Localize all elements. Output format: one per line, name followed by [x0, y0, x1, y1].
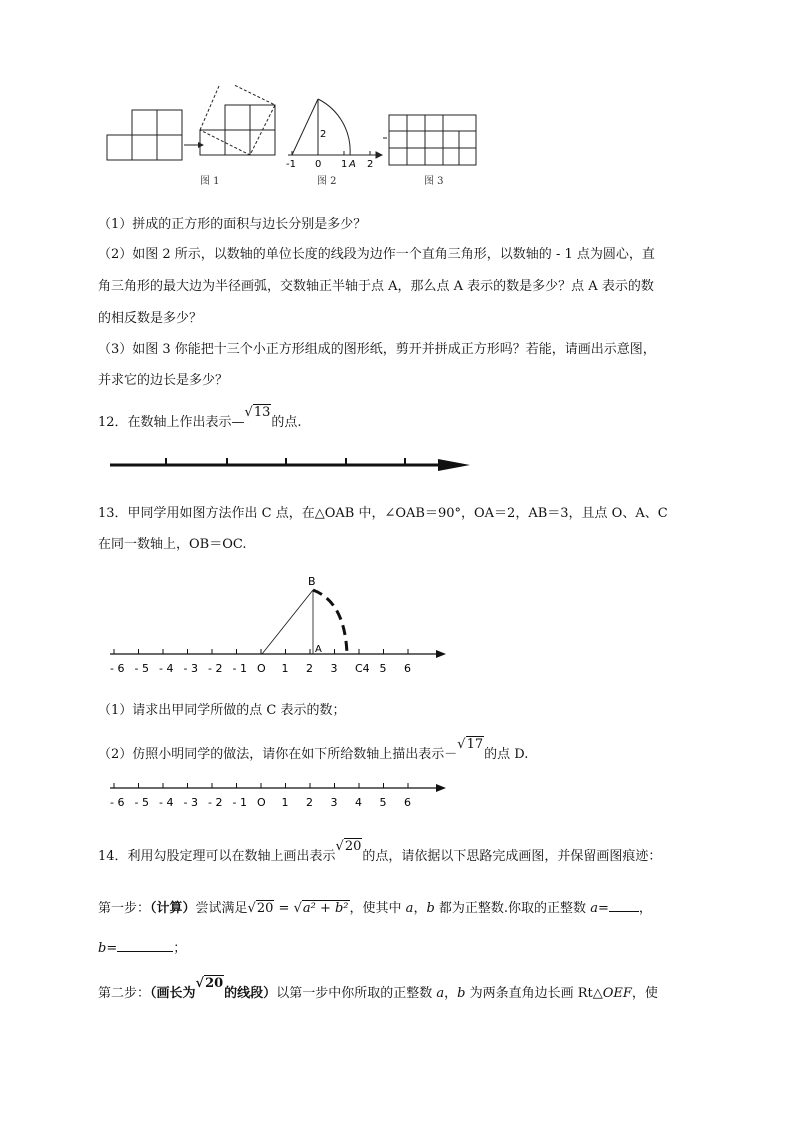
q11-part2-line3: 的相反数是多少？ — [98, 311, 203, 326]
step2-text2: 为两条直角边长画 Rt△ — [469, 986, 603, 1001]
answer-a-blank[interactable] — [609, 911, 639, 912]
axis-tick-label: - 6 — [110, 662, 125, 675]
axis-tick-label: 1 — [281, 662, 289, 675]
axis-tick-label: 2 — [306, 796, 313, 809]
axis-tick-label: 5 — [379, 796, 387, 809]
fig3-caption: 图 3 — [424, 176, 444, 187]
var-a-2: a — [436, 986, 445, 1001]
step2-radicand: 20 — [205, 976, 224, 991]
step1-text: 尝试满足 — [195, 901, 248, 916]
step1-sqrt-right: √a² + b² — [293, 901, 349, 916]
q14-intro — [98, 839, 662, 865]
axis-tick-label: - 3 — [183, 662, 198, 675]
q13-part2-radicand: 17 — [466, 737, 484, 752]
step2-label: 第二步： — [98, 986, 151, 1001]
q13-part2-suffix: 的点 D. — [484, 747, 529, 762]
fig1-caption: 图 1 — [200, 176, 220, 187]
axis-tick-label: 5 — [379, 662, 387, 675]
q11-part1: （1）拼成的正方形的面积与边长分别是多少？ — [98, 217, 367, 232]
q11-part2-line2: 角三角形的最大边为半径画弧，交数轴正半轴于点 A，那么点 A 表示的数是多少？点 A 表示的数 — [98, 279, 654, 294]
fig2-caption: 图 2 — [317, 176, 337, 187]
step2-end: ，使 — [631, 986, 658, 1001]
q13-part1: （1）请求出甲同学所做的点 C 表示的数； — [98, 703, 346, 718]
figure-row — [100, 85, 490, 185]
q13-part2-prefix: （2）仿照小明同学的做法，请你在如下所给数轴上描出表示－ — [98, 747, 458, 762]
axis-tick-label: - 2 — [208, 796, 223, 809]
fig1-grid — [107, 110, 182, 160]
answer-b-blank[interactable] — [117, 951, 173, 952]
point-a-label: A — [315, 644, 322, 655]
step2-triangle: OEF — [602, 986, 632, 1001]
step1-label: 第一步： — [98, 901, 151, 916]
b-end: ； — [173, 941, 187, 956]
q12-suffix: 的点. — [271, 415, 302, 430]
axis-tick-label: - 4 — [159, 662, 174, 675]
q13-part2 — [98, 737, 529, 763]
axis-tick-label: 6 — [404, 796, 411, 809]
var-b-2: b — [457, 986, 466, 1001]
q13-number-line-2 — [100, 778, 460, 818]
axis-tick-label: - 5 — [134, 662, 149, 675]
axis-tick-label: 3 — [330, 796, 338, 809]
q12-number-line — [108, 455, 478, 475]
fig2-tick-label: A — [349, 159, 356, 170]
q14-step2: 第二步：（画长为√20的线段）以第一步中你所取的正整数 a，b 为两条直角边长画 Rt△OEF，使 — [98, 976, 658, 1001]
step1-tail: ，使其中 — [349, 901, 402, 916]
axis-tick-label: - 5 — [134, 796, 149, 809]
q13-line2: 在同一数轴上，OB＝OC. — [98, 537, 247, 552]
axis-tick-label: 2 — [306, 662, 313, 675]
axis-tick-label: C4 — [355, 662, 370, 675]
fig1-arrowhead — [198, 142, 204, 148]
axis-tick-label: - 1 — [232, 796, 247, 809]
q11-part3-line1: （3）如图 3 你能把十三个小正方形组成的图形纸，剪开并拼成正方形吗？若能，请画出示意图， — [98, 342, 656, 357]
fig2-diagram — [288, 99, 382, 158]
q12-prefix: 12．在数轴上作出表示— — [98, 415, 245, 430]
fig3-grid — [389, 115, 476, 165]
step1-radicand-left: 20 — [256, 901, 274, 916]
axis-tick-label: 4 — [355, 796, 362, 809]
step1-sqrt-left: √20 — [247, 901, 274, 916]
a-eq: a= — [590, 901, 609, 916]
fig2-height-label: 2 — [320, 129, 327, 140]
fig1-result — [200, 85, 275, 155]
q12-radicand: 13 — [253, 405, 271, 420]
step1-radicand-right: a² + b² — [302, 901, 349, 916]
q12-text — [98, 405, 302, 431]
step1-tail2: 都为正整数.你取的正整数 — [438, 901, 587, 916]
q13-line1: 13．甲同学用如图方法作出 C 点，在△OAB 中，∠OAB＝90°，OA＝2，AB＝3，且点 O、A、C — [98, 506, 668, 521]
axis-tick-label: - 6 — [110, 796, 125, 809]
fig2-tick-label: 0 — [315, 159, 322, 170]
var-a: a — [405, 901, 414, 916]
axis-tick-label: 3 — [330, 662, 338, 675]
q12-sqrt: √13 — [244, 405, 271, 420]
q13-diagram — [100, 572, 460, 682]
b-eq: b= — [98, 941, 118, 956]
fig2-tick-label: -1 — [286, 159, 296, 170]
axis-tick-label: O — [257, 662, 266, 675]
axis-tick-label: - 4 — [159, 796, 174, 809]
q14-radicand: 20 — [344, 839, 362, 854]
point-b-label: B — [308, 575, 316, 588]
q13-part2-sqrt: √17 — [457, 737, 484, 752]
step2-bold1: （画长为 — [150, 986, 196, 1001]
q11-part3-line2: 并求它的边长是多少？ — [98, 373, 229, 388]
axis-tick-label: 6 — [404, 662, 411, 675]
q14-sqrt: √20 — [335, 839, 362, 854]
step2-text: 以第一步中你所取的正整数 — [276, 986, 433, 1001]
q14-b-line — [98, 941, 186, 957]
axis-tick-label: - 3 — [183, 796, 198, 809]
q14-suffix: 的点，请依据以下思路完成画图，并保留画图痕迹： — [362, 849, 662, 864]
axis-tick-label: 1 — [281, 796, 289, 809]
var-b: b — [426, 901, 435, 916]
fig2-tick-label: 2 — [367, 159, 374, 170]
q14-prefix: 14．利用勾股定理可以在数轴上画出表示 — [98, 849, 336, 864]
fig2-tick-label: 1 — [341, 159, 348, 170]
axis-tick-label: - 2 — [208, 662, 223, 675]
axis-tick-label: O — [257, 796, 266, 809]
step2-sqrt: √20 — [195, 976, 224, 991]
step2-bold2: 的线段） — [224, 986, 277, 1001]
q14-step1: 第一步：（计算）尝试满足√20 = √a² + b²，使其中 a，b 都为正整数.你取的正整数 a= ， — [98, 901, 652, 916]
step1-bold: （计算） — [150, 901, 196, 916]
q11-part2-line1: （2）如图 2 所示，以数轴的单位长度的线段为边作一个直角三角形，以数轴的 - 1 点为圆心，直 — [98, 247, 655, 262]
axis-tick-label: - 1 — [232, 662, 247, 675]
